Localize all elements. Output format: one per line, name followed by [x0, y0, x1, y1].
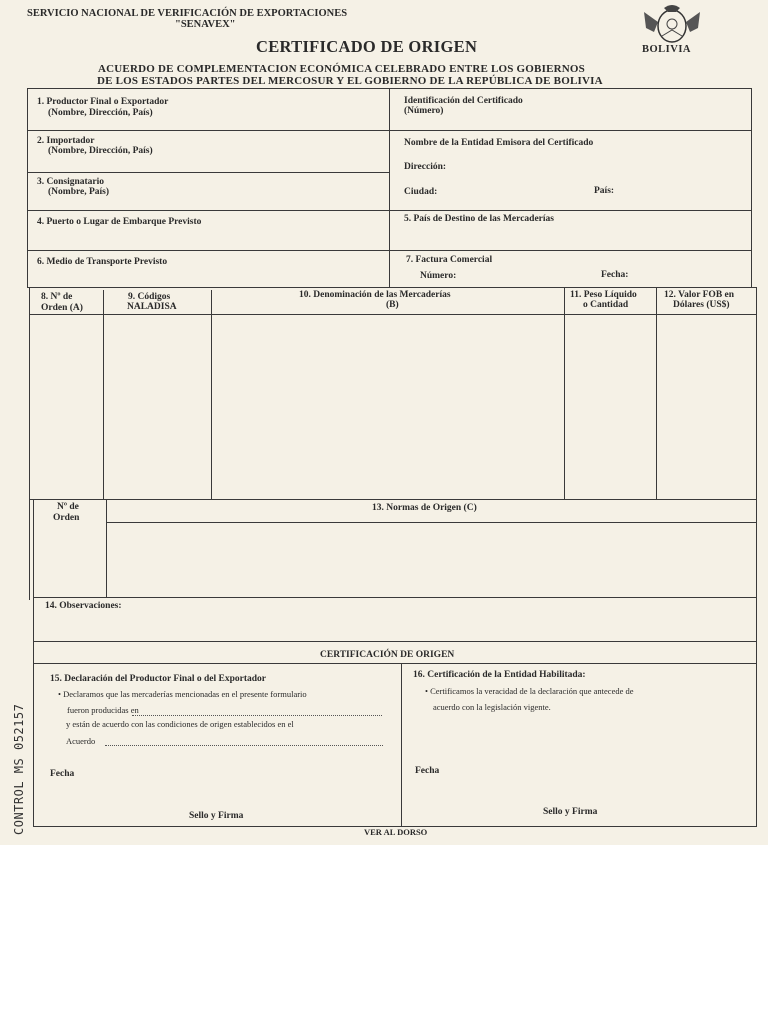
address-label: Dirección:: [404, 162, 447, 172]
declaration-date-label: Fecha: [50, 769, 75, 779]
column-codes-header-l1: 9. Códigos: [128, 292, 171, 302]
agency-name: SERVICIO NACIONAL DE VERIFICACIÓN DE EXPORTACIONES: [27, 8, 348, 19]
column-description-header-l2: (B): [386, 300, 399, 310]
norms-of-origin-title: 13. Normas de Origen (C): [372, 503, 477, 513]
column-order-header-l1: 8. Nº de: [41, 292, 73, 302]
field-5-title: 5. País de Destino de las Mercaderías: [404, 214, 554, 224]
column-fob-header-l2: Dólares (US$): [673, 300, 730, 310]
invoice-number-label: Número:: [420, 271, 457, 281]
agreement-line-1: ACUERDO DE COMPLEMENTACION ECONÓMICA CELEBRADO ENTRE LOS GOBIERNOS: [98, 63, 585, 75]
observations-label: 14. Observaciones:: [45, 601, 122, 611]
field-3-subtitle: (Nombre, País): [48, 187, 110, 197]
norms-order-header-l2: Orden: [53, 513, 80, 523]
declaration-seal-signature-label: Sello y Firma: [189, 811, 244, 821]
issuing-entity-label: Nombre de la Entidad Emisora del Certificado: [404, 138, 594, 148]
control-number: CONTROL MS 052157: [12, 703, 26, 835]
column-codes-header-l2: NALADISA: [127, 302, 177, 312]
invoice-date-label: Fecha:: [601, 270, 629, 280]
certificate-id-subtitle: (Número): [404, 106, 444, 116]
column-order-header-l2: Orden (A): [41, 303, 83, 313]
agreement-line-2: DE LOS ESTADOS PARTES DEL MERCOSUR Y EL GOBIERNO DE LA REPÚBLICA DE BOLIVIA: [97, 75, 603, 87]
column-weight-header-l1: 11. Peso Líquido: [570, 290, 637, 300]
field-1-subtitle: (Nombre, Dirección, País): [48, 108, 153, 118]
entity-certification-title: 16. Certificación de la Entidad Habilitada:: [413, 670, 586, 680]
bolivia-coat-of-arms-icon: [640, 2, 704, 46]
agreement-blank: [105, 745, 383, 746]
declaration-title: 15. Declaración del Productor Final o del Exportador: [50, 674, 267, 684]
document-title: CERTIFICADO DE ORIGEN: [256, 37, 478, 56]
entity-seal-signature-label: Sello y Firma: [543, 807, 598, 817]
field-2-title: 2. Importador: [37, 136, 95, 146]
country-field-label: País:: [594, 186, 615, 196]
norms-order-header-l1: Nº de: [57, 502, 79, 512]
declaration-line-1: • Declaramos que las mercaderías mencionadas en el presente formulario: [58, 689, 307, 699]
certification-title: CERTIFICACIÓN DE ORIGEN: [320, 650, 455, 660]
see-reverse-note: VER AL DORSO: [364, 827, 428, 837]
certificate-id-title: Identificación del Certificado: [404, 96, 523, 106]
field-3-title: 3. Consignatario: [37, 177, 105, 187]
field-7-title: 7. Factura Comercial: [406, 255, 493, 265]
entity-certification-line-1: • Certificamos la veracidad de la declaración que antecede de: [425, 686, 634, 696]
agency-short-name: "SENAVEX": [175, 19, 236, 30]
declaration-line-4: Acuerdo: [66, 736, 96, 746]
column-fob-header-l1: 12. Valor FOB en: [664, 290, 735, 300]
entity-certification-line-2: acuerdo con la legislación vigente.: [433, 702, 551, 712]
field-6-title: 6. Medio de Transporte Previsto: [37, 257, 168, 267]
entity-date-label: Fecha: [415, 766, 440, 776]
declaration-line-2: fueron producidas en: [67, 705, 139, 715]
produced-in-blank: [132, 715, 382, 716]
declaration-line-3: y están de acuerdo con las condiciones de origen establecidos en el: [66, 719, 294, 729]
column-weight-header-l2: o Cantidad: [583, 300, 629, 310]
field-1-title: 1. Productor Final o Exportador: [37, 97, 169, 107]
field-4-title: 4. Puerto o Lugar de Embarque Previsto: [37, 217, 202, 227]
field-2-subtitle: (Nombre, Dirección, País): [48, 146, 153, 156]
column-description-header-l1: 10. Denominación de las Mercaderías: [299, 290, 451, 300]
country-label: BOLIVIA: [642, 44, 692, 55]
city-label: Ciudad:: [404, 187, 438, 197]
